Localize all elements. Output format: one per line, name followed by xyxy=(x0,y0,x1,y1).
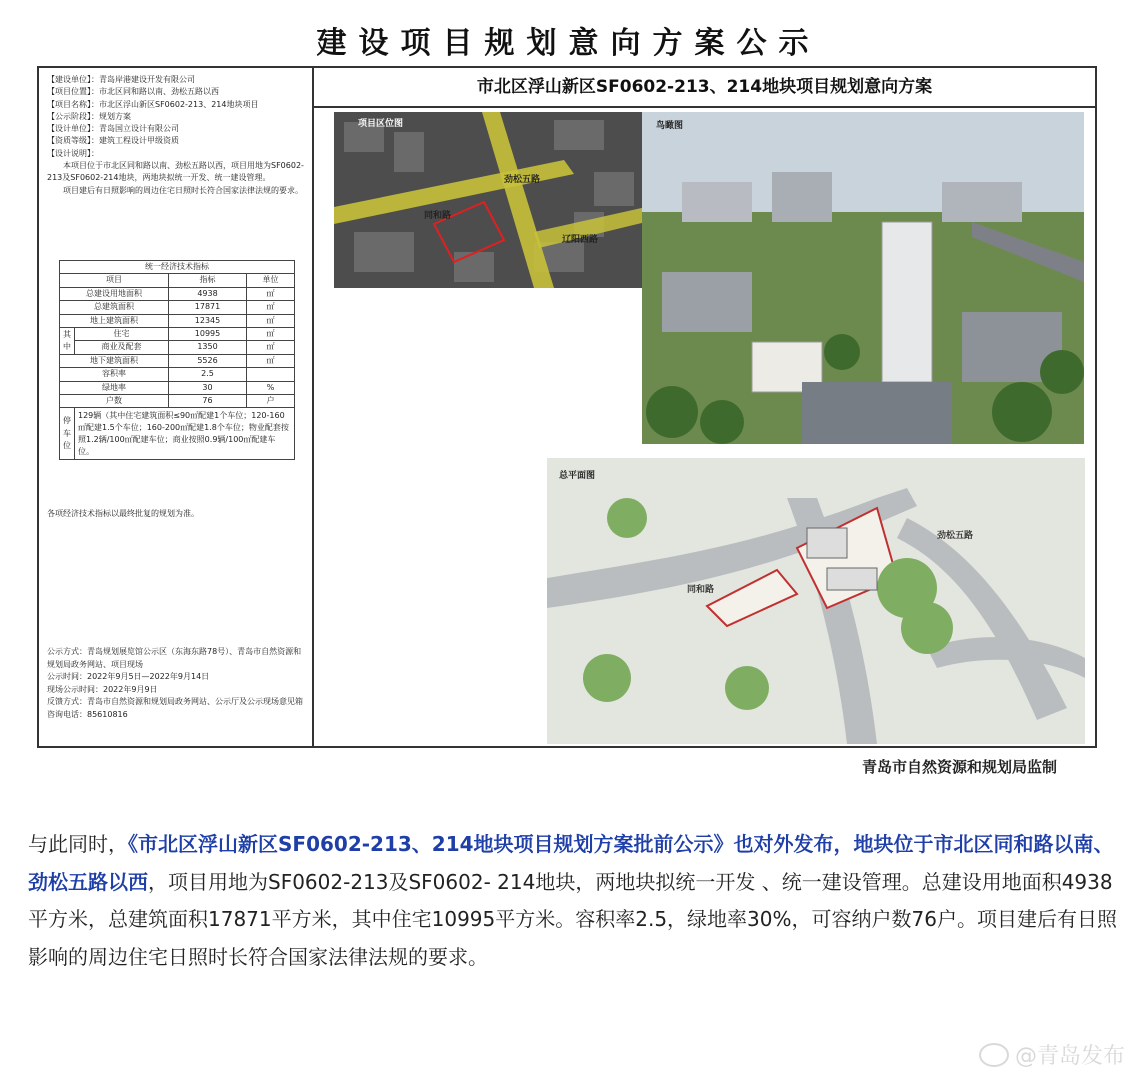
project-info-row xyxy=(47,111,306,123)
table-row xyxy=(60,354,295,367)
info-value: 市北区同和路以南、劲松五路以西 xyxy=(99,87,219,97)
table-cell xyxy=(246,368,294,381)
table-cell: ㎡ xyxy=(246,287,294,300)
location-map xyxy=(334,112,646,288)
watermark-text: @青岛发布 xyxy=(1014,1044,1125,1069)
table-cell: 总建设用地面积 xyxy=(60,287,169,300)
table-cell: ㎡ xyxy=(246,301,294,314)
publicity-line: 咨询电话：85610816 xyxy=(47,709,128,719)
table-cell: 4938 xyxy=(169,287,247,300)
table-cell: 10995 xyxy=(169,327,247,340)
table-row xyxy=(60,368,295,381)
road-label-liaoyang: 辽阳西路 xyxy=(562,235,599,245)
info-value: 青岛国立设计有限公司 xyxy=(99,124,179,134)
info-label: 【设计说明】： xyxy=(47,148,99,158)
info-label: 【公示阶段】： xyxy=(47,111,99,121)
aerial-view xyxy=(642,112,1084,444)
plan-road-jinsong: 劲松五路 xyxy=(937,531,974,541)
table-cell: 住宅 xyxy=(75,327,169,340)
table-cell: 12345 xyxy=(169,314,247,327)
design-description-1: 本项目位于市北区同和路以南、劲松五路以西，项目用地为SF0602-213及SF0602-214地块，两地块拟统一开发、统一建设管理。 xyxy=(47,161,304,183)
table-cell: 17871 xyxy=(169,301,247,314)
table-note: 各项经济技术指标以最终批复的规划为准。 xyxy=(47,509,199,518)
site-plan xyxy=(547,458,1085,744)
design-description-2: 项目建后有日照影响的周边住宅日照时长符合国家法律法规的要求。 xyxy=(63,185,303,195)
article-highlight: 《市北区浮山新区SF0602-213、214地块项目规划方案批前公示》也对外发布，地块位于市北区同和路以南、劲松五路以西 xyxy=(28,832,1114,894)
info-value: 规划方案 xyxy=(99,111,131,121)
article-body: ，项目用地为SF0602-213及SF0602- 214地块，两地块拟统一开发 、统一建设管理。总建设用地面积4938平方米，总建筑面积17871平方米，其中住宅10995平方米。容积率2.5，绿地率30%，可容纳户数76户。项目建后有日照影响的周边住宅日照时长符合国家法律法规的要求。 xyxy=(28,869,1117,969)
table-caption: 统一经济技术指标 xyxy=(60,261,295,274)
project-info-row xyxy=(47,148,306,160)
road-label-jinsong: 劲松五路 xyxy=(504,175,541,185)
table-header: 指标 xyxy=(169,274,247,287)
table-cell: 容积率 xyxy=(60,368,169,381)
publicity-info xyxy=(47,646,309,721)
parking-text: 129辆（其中住宅建筑面积≤90㎡配建1个车位；120-160㎡配建1.5个车位；160-200㎡配建1.8个车位；物业配套按照1.2辆/100㎡配建车位；商业按照0.9辆/100㎡配建车位。 xyxy=(75,408,295,460)
publicity-line: 公示方式：青岛规划展览馆公示区（东海东路78号）、青岛市自然资源和规划局政务网站、项目现场 xyxy=(47,647,302,669)
table-header-row xyxy=(60,274,295,287)
table-row xyxy=(60,381,295,394)
project-info-row xyxy=(47,135,306,147)
article-paragraph xyxy=(28,826,1118,976)
project-info-list xyxy=(47,74,306,160)
table-row xyxy=(60,301,295,314)
project-info-row xyxy=(47,99,306,111)
plan-title: 市北区浮山新区SF0602-213、214地块项目规划意向方案 xyxy=(314,68,1095,108)
table-cell: 商业及配套 xyxy=(75,341,169,354)
info-value: 市北区浮山新区SF0602-213、214地块项目 xyxy=(99,99,259,109)
table-row xyxy=(60,327,295,340)
table-cell: 30 xyxy=(169,381,247,394)
economic-indicator-table xyxy=(59,260,295,460)
table-caption-row xyxy=(60,261,295,274)
table-cell: ㎡ xyxy=(246,314,294,327)
parking-row xyxy=(60,408,295,460)
aerial-view-graphic xyxy=(642,112,1084,444)
publicity-line: 公示时间：2022年9月5日—2022年9月14日 xyxy=(47,672,210,681)
table-cell: 76 xyxy=(169,394,247,407)
table-cell: 户 xyxy=(246,394,294,407)
article-intro: 与此同时， xyxy=(28,832,128,856)
site-plan-graphic xyxy=(547,458,1085,744)
table-row xyxy=(60,394,295,407)
info-label: 【项目名称】： xyxy=(47,99,99,109)
table-header: 单位 xyxy=(246,274,294,287)
project-info-row xyxy=(47,123,306,135)
plan-road-tonghe: 同和路 xyxy=(687,585,715,595)
site-plan-label: 总平面图 xyxy=(559,471,596,481)
table-row xyxy=(60,314,295,327)
table-cell: 户数 xyxy=(60,394,169,407)
table-cell: 地上建筑面积 xyxy=(60,314,169,327)
table-cell: 绿地率 xyxy=(60,381,169,394)
left-info-panel xyxy=(39,68,314,746)
weibo-watermark xyxy=(979,1039,1125,1070)
table-cell: 1350 xyxy=(169,341,247,354)
notice-board xyxy=(37,66,1097,748)
supervision-credit: 青岛市自然资源和规划局监制 xyxy=(861,758,1057,776)
info-label: 【建设单位】： xyxy=(47,75,99,84)
info-value: 青岛岸港建设开发有限公司 xyxy=(99,75,195,84)
project-info-row xyxy=(47,74,306,86)
publicity-line: 反馈方式：青岛市自然资源和规划局政务网站、公示厅及公示现场意见箱 xyxy=(47,697,303,706)
table-cell: ㎡ xyxy=(246,327,294,340)
parking-label: 停车位 xyxy=(60,408,75,460)
table-cell: 总建筑面积 xyxy=(60,301,169,314)
table-header: 项目 xyxy=(60,274,169,287)
info-value: 建筑工程设计甲级资质 xyxy=(99,136,179,146)
page-title: 建设项目规划意向方案公示 xyxy=(316,26,821,61)
table-sub-label: 其中 xyxy=(60,327,75,354)
info-label: 【项目位置】： xyxy=(47,87,99,97)
table-cell: 5526 xyxy=(169,354,247,367)
info-label: 【设计单位】： xyxy=(47,124,99,134)
table-row xyxy=(60,341,295,354)
table-cell: 2.5 xyxy=(169,368,247,381)
project-info-row xyxy=(47,86,306,98)
table-cell: 地下建筑面积 xyxy=(60,354,169,367)
weibo-icon xyxy=(979,1043,1009,1067)
aerial-view-label: 鸟瞰图 xyxy=(656,121,684,131)
right-plan-panel xyxy=(314,68,1095,746)
location-map-graphic xyxy=(334,112,646,288)
publicity-line: 现场公示时间：2022年9月9日 xyxy=(47,684,158,694)
table-cell: ㎡ xyxy=(246,354,294,367)
info-label: 【资质等级】： xyxy=(47,136,99,146)
location-map-label: 项目区位图 xyxy=(358,119,404,129)
road-label-tonghe: 同和路 xyxy=(424,211,452,221)
table-row xyxy=(60,287,295,300)
table-cell: ㎡ xyxy=(246,341,294,354)
table-cell: % xyxy=(246,381,294,394)
